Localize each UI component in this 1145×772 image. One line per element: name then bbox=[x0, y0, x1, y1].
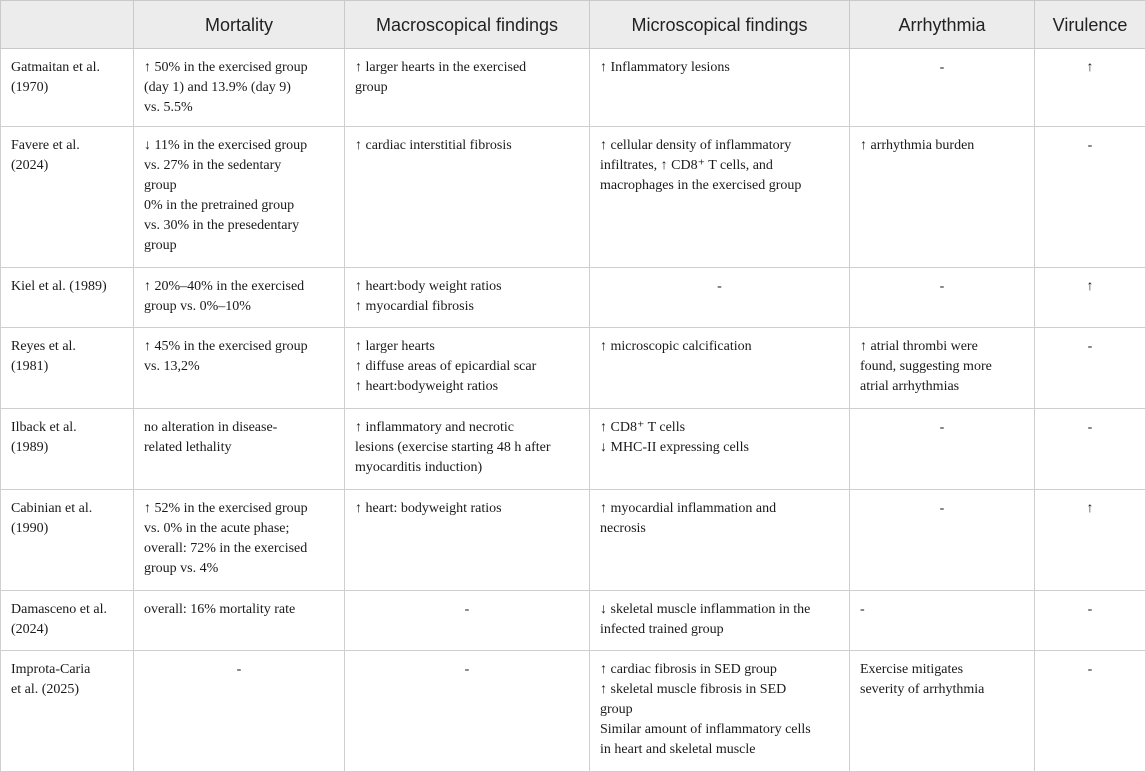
header-mortality: Mortality bbox=[134, 1, 345, 49]
arrhythmia-cell: - bbox=[850, 49, 1035, 127]
study-cell: Reyes et al. (1981) bbox=[1, 328, 134, 409]
study-cell: Improta-Caria et al. (2025) bbox=[1, 651, 134, 772]
macro-cell: - bbox=[345, 651, 590, 772]
table-row bbox=[1, 409, 1145, 490]
arrhythmia-cell: - bbox=[850, 490, 1035, 591]
arrhythmia-cell: ↑ arrhythmia burden bbox=[850, 127, 1035, 268]
table-row bbox=[1, 651, 1145, 772]
arrhythmia-cell: - bbox=[850, 268, 1035, 328]
virulence-cell: ↑ bbox=[1035, 49, 1145, 127]
macro-cell: ↑ cardiac interstitial fibrosis bbox=[345, 127, 590, 268]
table-row bbox=[1, 268, 1145, 328]
mortality-cell: ↑ 45% in the exercised group vs. 13,2% bbox=[134, 328, 345, 409]
macro-cell: ↑ larger hearts in the exercised group bbox=[345, 49, 590, 127]
macro-cell: ↑ larger hearts ↑ diffuse areas of epicardial scar ↑ heart:bodyweight ratios bbox=[345, 328, 590, 409]
arrhythmia-cell: Exercise mitigates severity of arrhythmia bbox=[850, 651, 1035, 772]
study-cell: Kiel et al. (1989) bbox=[1, 268, 134, 328]
header-virulence: Virulence bbox=[1035, 1, 1145, 49]
table-row bbox=[1, 490, 1145, 591]
macro-cell: - bbox=[345, 591, 590, 651]
arrhythmia-cell: - bbox=[850, 591, 1035, 651]
mortality-cell: no alteration in disease- related lethality bbox=[134, 409, 345, 490]
header-row bbox=[1, 1, 1145, 49]
macro-cell: ↑ inflammatory and necrotic lesions (exercise starting 48 h after myocarditis induction) bbox=[345, 409, 590, 490]
table-row bbox=[1, 49, 1145, 127]
header-arrhythmia: Arrhythmia bbox=[850, 1, 1035, 49]
micro-cell: ↑ myocardial inflammation and necrosis bbox=[590, 490, 850, 591]
mortality-cell: - bbox=[134, 651, 345, 772]
virulence-cell: - bbox=[1035, 591, 1145, 651]
micro-cell: ↑ CD8⁺ T cells ↓ MHC-II expressing cells bbox=[590, 409, 850, 490]
study-cell: Cabinian et al. (1990) bbox=[1, 490, 134, 591]
mortality-cell: ↓ 11% in the exercised group vs. 27% in the sedentary group 0% in the pretrained group vs. 30% in the presedentary group bbox=[134, 127, 345, 268]
micro-cell: ↑ cellular density of inflammatory infiltrates, ↑ CD8⁺ T cells, and macrophages in the exercised group bbox=[590, 127, 850, 268]
micro-cell: ↑ cardiac fibrosis in SED group ↑ skeletal muscle fibrosis in SED group Similar amount of inflammatory cells in heart and skeletal muscle bbox=[590, 651, 850, 772]
micro-cell: ↓ skeletal muscle inflammation in the infected trained group bbox=[590, 591, 850, 651]
header-macroscopical-findings: Macroscopical findings bbox=[345, 1, 590, 49]
micro-cell: ↑ microscopic calcification bbox=[590, 328, 850, 409]
header-study bbox=[1, 1, 134, 49]
macro-cell: ↑ heart: bodyweight ratios bbox=[345, 490, 590, 591]
study-cell: Gatmaitan et al. (1970) bbox=[1, 49, 134, 127]
virulence-cell: ↑ bbox=[1035, 490, 1145, 591]
arrhythmia-cell: ↑ atrial thrombi were found, suggesting more atrial arrhythmias bbox=[850, 328, 1035, 409]
micro-cell: - bbox=[590, 268, 850, 328]
header-microscopical-findings: Microscopical findings bbox=[590, 1, 850, 49]
macro-cell: ↑ heart:body weight ratios ↑ myocardial fibrosis bbox=[345, 268, 590, 328]
virulence-cell: - bbox=[1035, 409, 1145, 490]
virulence-cell: - bbox=[1035, 651, 1145, 772]
table-row bbox=[1, 591, 1145, 651]
virulence-cell: - bbox=[1035, 328, 1145, 409]
table-row bbox=[1, 328, 1145, 409]
mortality-cell: ↑ 52% in the exercised group vs. 0% in the acute phase; overall: 72% in the exercised group vs. 4% bbox=[134, 490, 345, 591]
virulence-cell: ↑ bbox=[1035, 268, 1145, 328]
micro-cell: ↑ Inflammatory lesions bbox=[590, 49, 850, 127]
study-cell: Favere et al. (2024) bbox=[1, 127, 134, 268]
table-row bbox=[1, 127, 1145, 268]
study-cell: Damasceno et al. (2024) bbox=[1, 591, 134, 651]
mortality-cell: ↑ 50% in the exercised group (day 1) and 13.9% (day 9) vs. 5.5% bbox=[134, 49, 345, 127]
arrhythmia-cell: - bbox=[850, 409, 1035, 490]
study-cell: Ilback et al. (1989) bbox=[1, 409, 134, 490]
mortality-cell: overall: 16% mortality rate bbox=[134, 591, 345, 651]
virulence-cell: - bbox=[1035, 127, 1145, 268]
mortality-cell: ↑ 20%–40% in the exercised group vs. 0%–10% bbox=[134, 268, 345, 328]
